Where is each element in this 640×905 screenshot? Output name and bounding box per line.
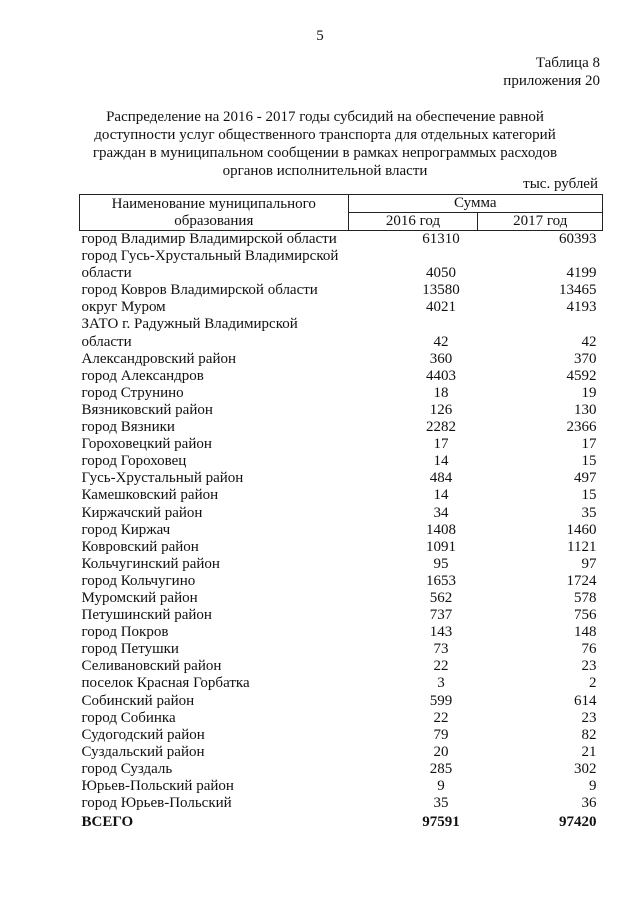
title-line: доступности услуг общественного транспорта для отдельных категорий	[94, 127, 556, 143]
value-2016: 35	[433, 795, 449, 812]
value-2016: 1653	[426, 572, 456, 589]
municipality-name: Камешковский район	[81, 487, 219, 504]
municipality-name: поселок Красная Горбатка	[81, 675, 250, 692]
municipality-name: город Александров	[81, 367, 204, 384]
value-2016: 484	[429, 470, 453, 487]
value-2016: 737	[429, 607, 453, 624]
value-2017: 1724	[566, 572, 597, 589]
appendix-label: приложения 20	[503, 73, 600, 89]
table-header	[80, 195, 603, 231]
value-2016: 4021	[426, 299, 456, 316]
value-2016: 22	[433, 658, 449, 675]
table-row	[80, 522, 603, 539]
value-2017: 130	[574, 401, 597, 418]
value-2017	[478, 316, 603, 333]
value-2017: 756	[574, 607, 597, 624]
table-row	[80, 675, 603, 692]
municipality-name: Юрьев-Польский район	[81, 778, 234, 794]
value-2016: 42	[433, 333, 449, 350]
value-2016: 4050	[426, 265, 456, 282]
value-2017: 60393	[559, 231, 597, 247]
value-2016: 2282	[426, 419, 456, 436]
value-2016: 562	[429, 589, 453, 606]
title-line: Распределение на 2016 - 2017 годы субсидий на обеспечение равной	[106, 109, 544, 125]
municipality-name: области	[81, 265, 132, 282]
table-row	[80, 573, 603, 590]
value-2017: 302	[574, 760, 597, 777]
value-2016: 79	[433, 726, 449, 743]
table-reference	[503, 54, 600, 90]
page-number: 5	[316, 28, 324, 44]
municipality-name: Судогодский район	[81, 726, 205, 743]
value-2017: 1121	[567, 538, 597, 555]
table-row	[80, 334, 603, 351]
value-2016: 73	[433, 641, 449, 658]
value-2017: 2	[589, 675, 597, 692]
value-2016: 1091	[426, 538, 456, 555]
municipality-name: ЗАТО г. Радужный Владимирской	[81, 316, 298, 333]
table-row	[80, 505, 603, 522]
value-2016: 285	[429, 760, 453, 777]
table-body	[80, 231, 603, 813]
units-label: тыс. рублей	[523, 176, 598, 192]
header-name	[80, 195, 349, 231]
table-row	[80, 761, 603, 778]
municipality-name: Киржачский район	[81, 504, 203, 521]
value-2016	[348, 316, 478, 333]
document-title	[70, 108, 580, 180]
value-2017: 370	[574, 350, 597, 367]
header-year-2017: 2017 год	[478, 213, 603, 231]
municipality-name: город Суздаль	[81, 760, 173, 777]
municipality-name: город Юрьев-Польский	[81, 795, 232, 812]
value-2017: 13465	[559, 282, 597, 299]
value-2017: 36	[581, 795, 597, 812]
municipality-name: город Вязники	[81, 419, 175, 436]
municipality-name: город Киржач	[81, 521, 171, 538]
table-row	[80, 641, 603, 658]
table-row	[80, 539, 603, 556]
table-label: Таблица 8	[535, 55, 600, 71]
value-2016: 599	[429, 692, 453, 709]
value-2017	[478, 248, 603, 265]
value-2017: 1460	[566, 521, 597, 538]
value-2017: 97	[581, 555, 597, 572]
value-2016	[348, 248, 478, 265]
municipality-name: Селивановский район	[81, 658, 222, 675]
value-2016: 143	[429, 624, 453, 641]
value-2017: 4199	[566, 265, 597, 282]
municipality-name: город Покров	[81, 624, 169, 641]
table-row	[80, 795, 603, 812]
header-name-line2: образования	[174, 212, 254, 229]
value-2017: 148	[574, 624, 597, 641]
total-2016: 97591	[422, 814, 460, 831]
value-2016: 14	[433, 453, 449, 470]
value-2017: 9	[589, 778, 597, 794]
table-row	[80, 710, 603, 727]
value-2017: 19	[581, 384, 597, 401]
value-2017: 497	[574, 470, 597, 487]
value-2017: 15	[581, 453, 597, 470]
municipality-name: город Гороховец	[81, 453, 187, 470]
table-row	[80, 436, 603, 453]
table-row	[80, 658, 603, 675]
value-2016: 17	[433, 436, 449, 453]
municipality-name: город Кольчугино	[81, 572, 196, 589]
table-row	[80, 299, 603, 316]
header-year-2016: 2016 год	[348, 213, 478, 231]
municipality-name: Кольчугинский район	[81, 555, 220, 572]
value-2017: 82	[581, 726, 597, 743]
table-row	[80, 351, 603, 368]
municipality-name: город Струнино	[81, 384, 184, 401]
total-label: ВСЕГО	[81, 814, 134, 831]
municipality-name: город Ковров Владимирской области	[81, 282, 318, 299]
table-row	[80, 470, 603, 487]
value-2016: 14	[433, 487, 449, 504]
table-row	[80, 744, 603, 761]
table-row	[80, 590, 603, 607]
table-row	[80, 556, 603, 573]
value-2017: 23	[581, 709, 597, 726]
municipality-name: город Владимир Владимирской области	[81, 231, 337, 247]
municipality-name: Суздальский район	[81, 743, 205, 760]
value-2016: 360	[429, 350, 453, 367]
table-row	[80, 368, 603, 385]
table-row	[80, 693, 603, 710]
municipality-name: Вязниковский район	[81, 401, 213, 418]
total-row	[80, 812, 603, 831]
value-2016: 9	[437, 778, 445, 794]
table-row	[80, 385, 603, 402]
municipality-name: Александровский район	[81, 350, 237, 367]
header-name-line1: Наименование муниципального	[111, 195, 316, 212]
value-2017: 578	[574, 589, 597, 606]
title-line: органов исполнительной власти	[222, 163, 428, 179]
value-2016: 22	[433, 709, 449, 726]
municipality-name: Муромский район	[81, 589, 198, 606]
table-row	[80, 624, 603, 641]
value-2016: 13580	[422, 282, 460, 299]
value-2016: 1408	[426, 521, 456, 538]
value-2017: 35	[581, 504, 597, 521]
table-row	[80, 282, 603, 299]
value-2017: 21	[581, 743, 597, 760]
value-2016: 95	[433, 555, 449, 572]
municipality-name: Собинский район	[81, 692, 195, 709]
value-2017: 76	[581, 641, 597, 658]
value-2016: 3	[437, 675, 445, 692]
municipality-name: Гороховецкий район	[81, 436, 212, 453]
municipality-name: город Петушки	[81, 641, 179, 658]
value-2017: 4193	[566, 299, 597, 316]
table-row	[80, 402, 603, 419]
municipality-name: области	[81, 333, 132, 350]
municipality-name: округ Муром	[81, 299, 166, 316]
value-2017: 15	[581, 487, 597, 504]
value-2017: 4592	[566, 367, 597, 384]
title-line: граждан в муниципальном сообщении в рамках непрограммых расходов	[92, 145, 558, 161]
municipality-name: Гусь-Хрустальный район	[81, 470, 244, 487]
value-2016: 34	[433, 504, 449, 521]
value-2016: 61310	[422, 231, 460, 247]
table-row	[80, 419, 603, 436]
table-row	[80, 727, 603, 744]
value-2016: 126	[429, 401, 453, 418]
table-row	[80, 607, 603, 624]
value-2017: 17	[581, 436, 597, 453]
municipality-name: Петушинский район	[81, 607, 212, 624]
municipality-name: город Гусь-Хрустальный Владимирской	[81, 248, 339, 265]
table-row	[80, 248, 603, 265]
value-2017: 42	[581, 333, 597, 350]
table-row	[80, 487, 603, 504]
value-2016: 18	[433, 384, 449, 401]
total-2017: 97420	[559, 814, 597, 831]
value-2016: 20	[433, 743, 449, 760]
table-row	[80, 316, 603, 333]
value-2017: 614	[574, 692, 597, 709]
municipality-name: город Собинка	[81, 709, 176, 726]
subsidy-table	[79, 194, 603, 831]
value-2017: 23	[581, 658, 597, 675]
value-2016: 4403	[426, 367, 456, 384]
table-row	[80, 231, 603, 249]
table-row	[80, 453, 603, 470]
municipality-name: Ковровский район	[81, 538, 199, 555]
table-row	[80, 265, 603, 282]
header-sum: Сумма	[348, 195, 602, 213]
table-row	[80, 778, 603, 795]
value-2017: 2366	[566, 419, 597, 436]
